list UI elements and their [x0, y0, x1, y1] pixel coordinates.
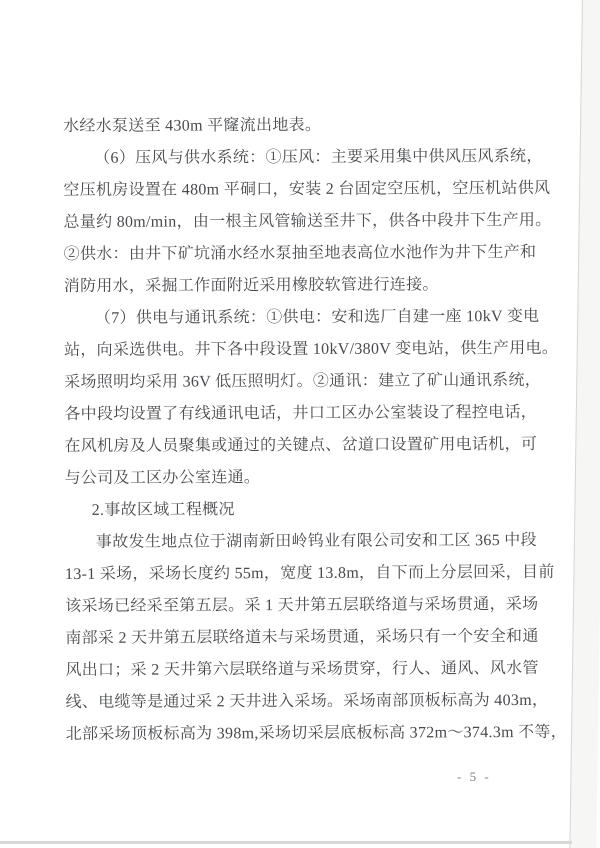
text-line: 南部采 2 天井第五层联络道未与采场贯通，采场只有一个安全和通	[65, 627, 539, 647]
page-number: - 5 -	[457, 769, 492, 784]
text-line: 线、电缆等是通过采 2 天井进入采场。采场南部顶板标高为 403m，	[65, 691, 549, 711]
text-line: 各中段均设置了有线通讯电话，井口工区办公室装设了程控电话，	[64, 403, 538, 423]
page-edge-right-shadow	[569, 0, 600, 848]
text-line: 与公司及工区办公室连通。	[64, 469, 261, 487]
text-line: 总量约 80m/min，由一根主风管输送至井下，供各中段井下生产用。	[63, 211, 552, 231]
text-line: （6）压风与供水系统：①压风：主要采用集中供风压风系统，	[94, 147, 543, 167]
text-line: ②供水：由井下矿坑涌水经水泵抽至地表高位水池作为井下生产和	[63, 243, 537, 263]
section-heading: 2.事故区域工程概况	[91, 501, 235, 519]
text-line: 风出口；采 2 天井第六层联络道与采场贯穿，行人、通风、风水管	[65, 659, 539, 679]
text-line: 13-1 采场，采场长度约 55m，宽度 13.8m，自下而上分层回采，目前	[64, 563, 555, 583]
text-line: （7）供电与通讯系统：①供电：安和选厂自建一座 10kV 变电	[94, 307, 540, 327]
page-edge-bottom-shadow	[0, 841, 572, 844]
text-line: 事故发生地点位于湖南新田岭钨业有限公司安和工区 365 中段	[95, 531, 537, 551]
text-line: 站，向采选供电。井下各中段设置 10kV/380V 变电站，供生产用电。	[64, 339, 559, 359]
document-text-block	[63, 109, 568, 751]
text-line: 水经水泵送至 430m 平窿流出地表。	[63, 116, 322, 135]
text-line: 空压机房设置在 480m 平硐口，安装 2 台固定空压机，空压机站供风	[63, 179, 551, 199]
text-line: 在风机房及人员聚集或通过的关键点、岔道口设置矿用电话机，可	[64, 435, 538, 455]
text-line: 北部采场顶板标高为 398m,采场切采层底板标高 372m～374.3m 不等，	[65, 723, 568, 743]
text-line: 消防用水，采掘工作面附近采用橡胶软管进行连接。	[63, 276, 439, 295]
text-line: 采场照明均采用 36V 低压照明灯。②通讯：建立了矿山通讯系统，	[64, 371, 542, 391]
text-line: 该采场已经采至第五层。采 1 天井第五层联络道与采场贯通，采场	[65, 595, 539, 615]
